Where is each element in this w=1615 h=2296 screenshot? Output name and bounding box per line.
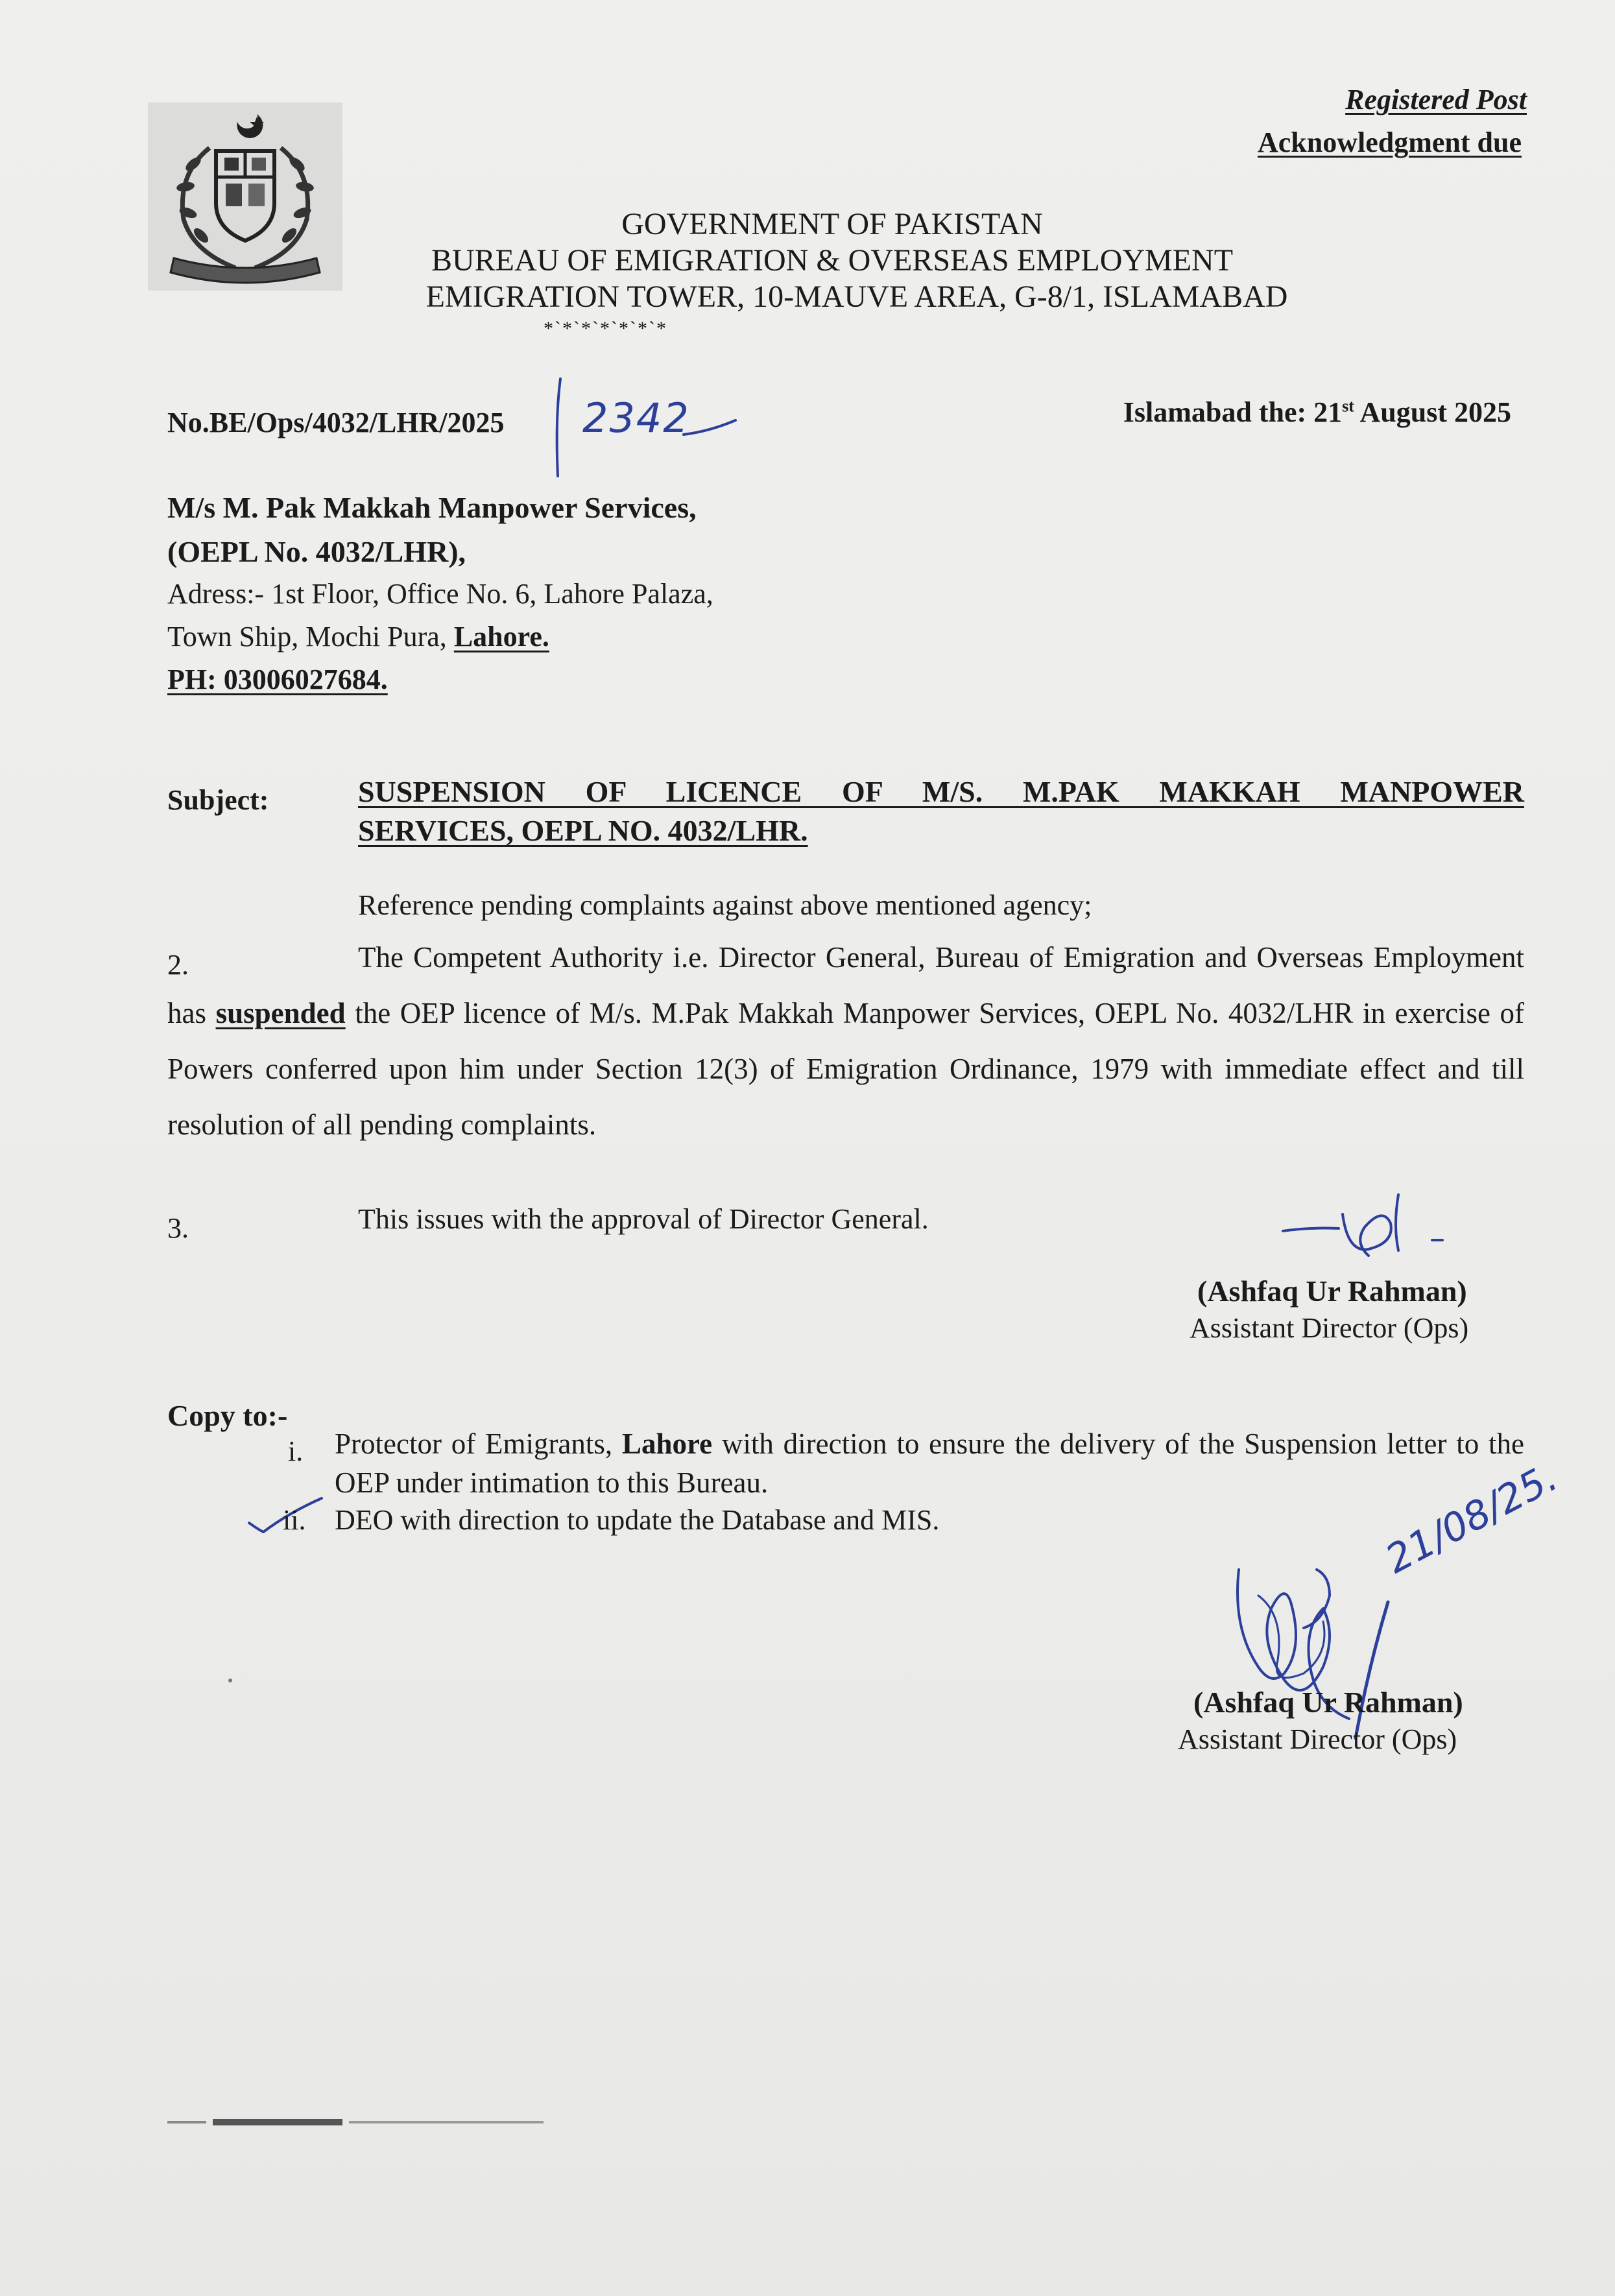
copy-item-1-text: Protector of Emigrants, Lahore with direction to ensure the delivery of the Suspension letter to the OEP under intimation to this Bureau. [335, 1428, 1524, 1499]
subject-line1: SUSPENSION OF LICENCE OF M/S. M.PAK MAKKAH MANPOWER [358, 775, 1524, 808]
signatory2-name: (Ashfaq Ur Rahman) [1193, 1686, 1463, 1719]
para3-text: This issues with the approval of Director General. [358, 1203, 929, 1235]
addressee-oepl: (OEPL No. 4032/LHR), [167, 535, 466, 568]
handwritten-date: 21/08/25. [1378, 1454, 1565, 1583]
para3-number: 3. [167, 1212, 189, 1244]
subject-label: Subject: [167, 784, 269, 816]
para2-number: 2. [167, 949, 189, 981]
letter-date: Islamabad the: 21st August 2025 [1123, 396, 1511, 428]
reference-separator-stroke [549, 375, 568, 479]
addressee-phone: PH: 03006027684. [167, 664, 388, 695]
copy-item-1-number: i. [288, 1435, 304, 1467]
signatory1-name: (Ashfaq Ur Rahman) [1197, 1274, 1467, 1308]
para2-text: The Competent Authority i.e. Director General, Bureau of Emigration and Overseas Employment has suspended the OEP licence of M/s. M.Pak Makkah Manpower Services, OEPL No. 4032/LHR in exercise of Powers conferred upon him under Section 12(3) of Emigration Ordinance, 1979 with immediate effect and till resolution of all pending complaints. [167, 941, 1524, 1141]
signature-sd-mark [1271, 1188, 1466, 1279]
reference-number: No.BE/Ops/4032/LHR/2025 [167, 407, 505, 438]
copy-to-label: Copy to:- [167, 1399, 288, 1432]
scan-speck [228, 1679, 232, 1682]
signatory1-title: Assistant Director (Ops) [1190, 1312, 1469, 1344]
header-address: EMIGRATION TOWER, 10-MAUVE AREA, G-8/1, ISLAMABAD [425, 280, 1288, 314]
handwritten-reference-number: 2342 [582, 394, 690, 442]
signatory2-title: Assistant Director (Ops) [1178, 1723, 1457, 1755]
addressee-name: M/s M. Pak Makkah Manpower Services, [167, 491, 697, 524]
addressee-address-line1: Adress:- 1st Floor, Office No. 6, Lahore Palaza, [167, 578, 713, 610]
handwritten-underline-stroke [681, 415, 739, 441]
header-bureau: BUREAU OF EMIGRATION & OVERSEAS EMPLOYMENT [431, 243, 1234, 278]
scan-footer-strip [167, 2117, 556, 2127]
header-stars: *`*`*`*`*`*`* [544, 318, 667, 339]
subject-line2: SERVICES, OEPL NO. 4032/LHR. [358, 814, 808, 847]
copy-item-2-text: DEO with direction to update the Database and MIS. [335, 1504, 940, 1536]
registered-post-label: Registered Post [1345, 84, 1527, 115]
reference-pending-line: Reference pending complaints against above mentioned agency; [358, 889, 1092, 921]
copy-item-2-number: ii. [283, 1504, 306, 1536]
acknowledgment-label: Acknowledgment due [1257, 126, 1522, 158]
addressee-address-line2: Town Ship, Mochi Pura, Lahore. [167, 621, 549, 652]
header-government: GOVERNMENT OF PAKISTAN [621, 207, 1043, 241]
